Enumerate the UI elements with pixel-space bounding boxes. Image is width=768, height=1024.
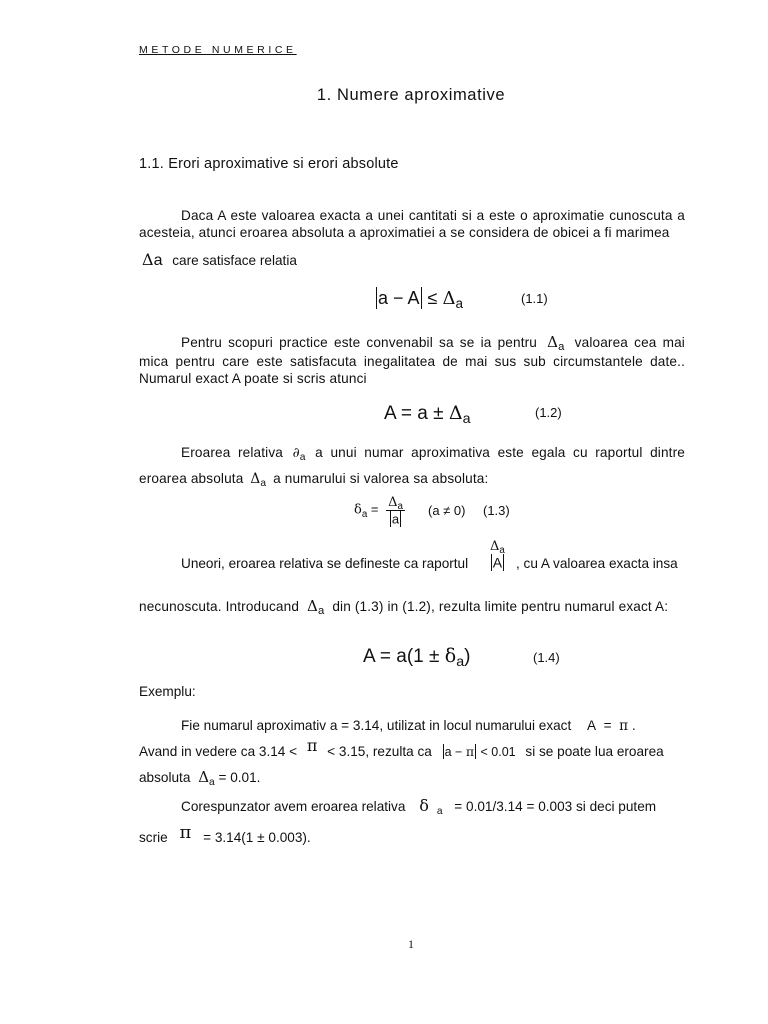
- equation-1-2-number: (1.2): [535, 405, 562, 420]
- paragraph-1-end: [142, 250, 297, 270]
- delta-a-symbol: $\Delta_a$: [547, 333, 565, 354]
- delta-a-symbol: $\Delta_a$: [250, 471, 267, 490]
- paragraph-4-line2a: necunoscuta. Introducand: [139, 599, 300, 614]
- equation-1-4: $A = a(1 \pm \delta_a)$: [363, 645, 471, 671]
- paragraph-6-line2: scrie π = 3.14(1 ± 0.003).: [139, 822, 311, 845]
- paragraph-2-start: Pentru scopuri practice este convenabil sa se ia pentru: [181, 335, 538, 350]
- equation-1-3: $\delta_a$ = $\frac{\Delta_a}{a}$: [354, 495, 403, 527]
- paragraph-1: [139, 207, 685, 241]
- running-header: METODE NUMERICE: [139, 44, 297, 56]
- fraction-delta-over-A: $\Delta_a$ A: [490, 539, 505, 571]
- paragraph-5-b: Avand in vedere ca 3.14 <: [139, 744, 298, 759]
- paragraph-6-line1: Corespunzator avem eroarea relativa δ $_a$ = 0.01/3.14 = 0.003 si deci putem: [181, 796, 657, 818]
- paragraph-6-d: = 3.14(1 ± 0.003).: [203, 830, 311, 845]
- paragraph-6-c: scrie: [139, 830, 168, 845]
- paragraph-4-mid: , cu A valoarea exacta insa: [516, 556, 678, 571]
- partial-a-symbol: $\partial_a$: [292, 445, 306, 464]
- paragraph-6-a: Corespunzator avem eroarea relativa: [181, 799, 406, 814]
- paragraph-4-cont: [139, 596, 685, 618]
- paragraph-2-rest: valoarea cea mai mica pentru care este satisfacuta inegalitatea de mai sus sub circumstantele date.. Numarul exact A poate si scris atunci: [139, 335, 685, 386]
- paragraph-5-line2: Avand in vedere ca 3.14 < π < 3.15, rezulta ca a − π < 0.01 si se poate lua eroarea: [139, 736, 664, 759]
- paragraph-3-start: Eroarea relativa: [181, 445, 283, 460]
- equation-1-1-number: (1.1): [521, 291, 548, 306]
- paragraph-5-line1: Fie numarul aproximativ a = 3.14, utilizat in locul numarului exact A = π .: [181, 718, 636, 734]
- paragraph-3-mid: a unui numar aproximativa este egala cu raportul dintre eroarea absoluta: [139, 445, 685, 486]
- example-heading: Exemplu:: [139, 684, 196, 699]
- paragraph-3-end: a numarului si valorea sa absoluta:: [273, 471, 489, 486]
- equation-1-2: $A = a \pm \Delta_a$: [384, 402, 471, 428]
- chapter-title: 1. Numere aproximative: [316, 86, 506, 104]
- paragraph-4-start: Uneori, eroarea relativa se defineste ca raportul: [181, 556, 469, 571]
- equation-1-4-number: (1.4): [533, 650, 560, 665]
- delta-a-symbol: Δa: [142, 250, 163, 269]
- page-number: 1: [408, 937, 414, 951]
- paragraph-3: [139, 441, 685, 493]
- section-heading: 1.1. Erori aproximative si erori absolute: [139, 156, 399, 172]
- equation-1-1: $a - A \le \Delta_a$: [378, 288, 463, 312]
- delta-a-symbol: $\Delta_a$: [306, 597, 325, 618]
- paragraph-5-e: absoluta: [139, 770, 191, 785]
- paragraph-4-line2b: din (1.3) in (1.2), rezulta limite pentru numarul exact A:: [332, 599, 669, 614]
- paragraph-5-f: = 0.01.: [218, 770, 261, 785]
- paragraph-5-line3: absoluta $\Delta_a = 0.01$.: [139, 768, 261, 789]
- equation-1-3-condition: (a ≠ 0): [428, 503, 466, 518]
- paragraph-6-b: = 0.01/3.14 = 0.003 si deci putem: [454, 799, 657, 814]
- paragraph-1-end-text: care satisface relatia: [172, 253, 297, 268]
- equation-1-3-number: (1.3): [483, 503, 510, 518]
- paragraph-5-d: si se poate lua eroarea: [525, 744, 664, 759]
- paragraph-5-a: Fie numarul aproximativ a = 3.14, utilizat in locul numarului exact: [181, 718, 572, 733]
- paragraph-2: [139, 334, 685, 387]
- paragraph-1-text: Daca A este valoarea exacta a unei cantitati si a este o aproximatie cunoscuta a acesteia, atunci eroarea absoluta a aproximatiei a se considera de obicei a fi marimea: [139, 208, 685, 240]
- paragraph-5-c: < 3.15, rezulta ca: [327, 744, 432, 759]
